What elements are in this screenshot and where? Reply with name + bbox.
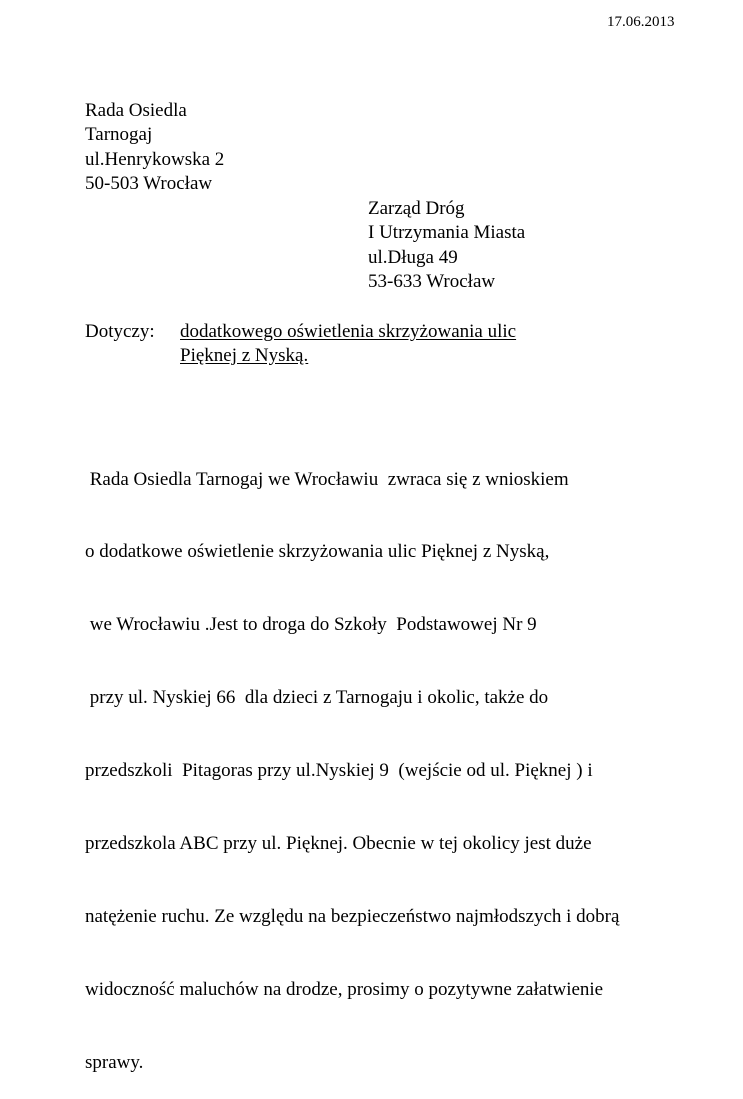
body-line: o dodatkowe oświetlenie skrzyżowania ulic Pięknej z Nyską,	[85, 541, 550, 563]
sender-address	[85, 99, 224, 196]
recipient-address	[368, 197, 525, 294]
recipient-line: 53-633 Wrocław	[368, 270, 496, 292]
body-line: widoczność maluchów na drodze, prosimy o pozytywne załatwienie	[85, 978, 604, 1000]
body-line: we Wrocławiu .Jest to droga do Szkoły Podstawowej Nr 9	[85, 614, 537, 636]
body-line: przedszkola ABC przy ul. Pięknej. Obecnie w tej okolicy jest duże	[85, 833, 592, 855]
subject-text	[180, 320, 516, 368]
sender-line: Tarnogaj	[85, 124, 153, 146]
body-line: natężenie ruchu. Ze względu na bezpieczeństwo najmłodszych i dobrą	[85, 905, 620, 927]
recipient-line: I Utrzymania Miasta	[368, 222, 526, 244]
letter-date: 17.06.2013	[607, 14, 675, 30]
recipient-line: ul.Długa 49	[368, 246, 458, 268]
body-line: przedszkoli Pitagoras przy ul.Nyskiej 9 (wejście od ul. Pięknej ) i	[85, 760, 593, 782]
body-line: sprawy.	[85, 1051, 144, 1073]
letter-body	[85, 419, 619, 1099]
subject-label: Dotyczy:	[85, 321, 155, 342]
sender-line: 50-503 Wrocław	[85, 172, 213, 194]
body-line: Rada Osiedla Tarnogaj we Wrocławiu zwraca się z wnioskiem	[85, 468, 569, 490]
subject-line: Pięknej z Nyską.	[180, 345, 309, 366]
body-line: przy ul. Nyskiej 66 dla dzieci z Tarnogaju i okolic, także do	[85, 687, 549, 709]
subject-line: dodatkowego oświetlenia skrzyżowania ulic	[180, 321, 517, 342]
sender-line: Rada Osiedla	[85, 100, 187, 121]
recipient-line: Zarząd Dróg	[368, 198, 465, 219]
sender-line: ul.Henrykowska 2	[85, 148, 225, 170]
